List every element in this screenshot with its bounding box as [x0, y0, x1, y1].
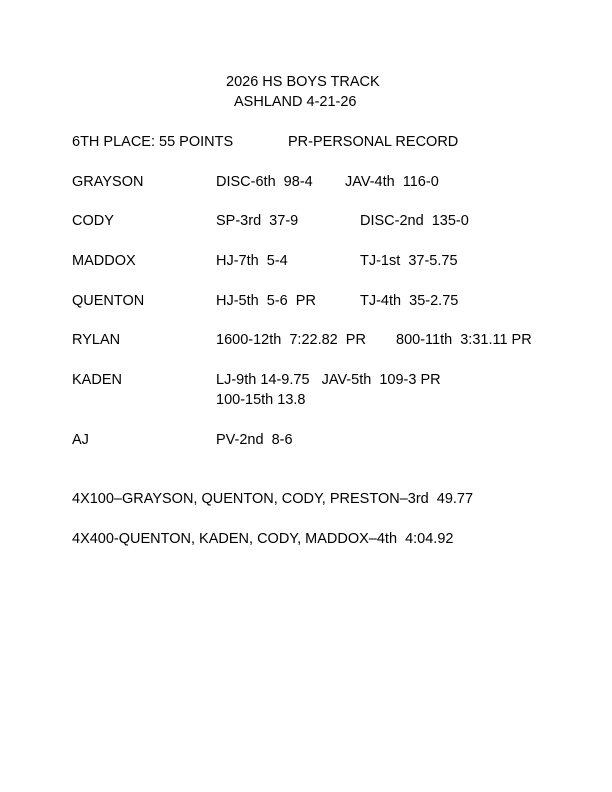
team-place: 6TH PLACE: 55 POINTS [72, 134, 234, 150]
athlete-event: TJ-1st 37-5.75 [360, 253, 458, 269]
relay-result: 4X400-QUENTON, KADEN, CODY, MADDOX–4th 4:04.92 [72, 531, 454, 547]
athlete-event: 800-11th 3:31.11 PR [396, 332, 532, 348]
athlete-event: 1600-12th 7:22.82 PR [216, 332, 366, 348]
athlete-event: HJ-5th 5-6 PR [216, 293, 316, 309]
athlete-event: TJ-4th 35-2.75 [360, 293, 459, 309]
pr-legend: PR-PERSONAL RECORD [288, 134, 459, 150]
athlete-event: LJ-9th 14-9.75 JAV-5th 109-3 PR [216, 372, 441, 388]
athlete-name: AJ [72, 432, 89, 448]
athlete-event: JAV-4th 116-0 [345, 174, 439, 190]
athlete-name: RYLAN [72, 332, 121, 348]
athlete-event: DISC-6th 98-4 [216, 174, 313, 190]
athlete-event: HJ-7th 5-4 [216, 253, 288, 269]
meet-subtitle: ASHLAND 4-21-26 [234, 94, 357, 110]
athlete-event: DISC-2nd 135-0 [360, 213, 469, 229]
athlete-name: GRAYSON [72, 174, 144, 190]
athlete-name: MADDOX [72, 253, 136, 269]
athlete-event: SP-3rd 37-9 [216, 213, 299, 229]
athlete-event: 100-15th 13.8 [216, 392, 306, 408]
relay-result: 4X100–GRAYSON, QUENTON, CODY, PRESTON–3rd 49.77 [72, 491, 474, 507]
athlete-event: PV-2nd 8-6 [216, 432, 293, 448]
athlete-name: QUENTON [72, 293, 145, 309]
athlete-name: KADEN [72, 372, 122, 388]
page-title: 2026 HS BOYS TRACK [226, 74, 380, 90]
athlete-name: CODY [72, 213, 114, 229]
